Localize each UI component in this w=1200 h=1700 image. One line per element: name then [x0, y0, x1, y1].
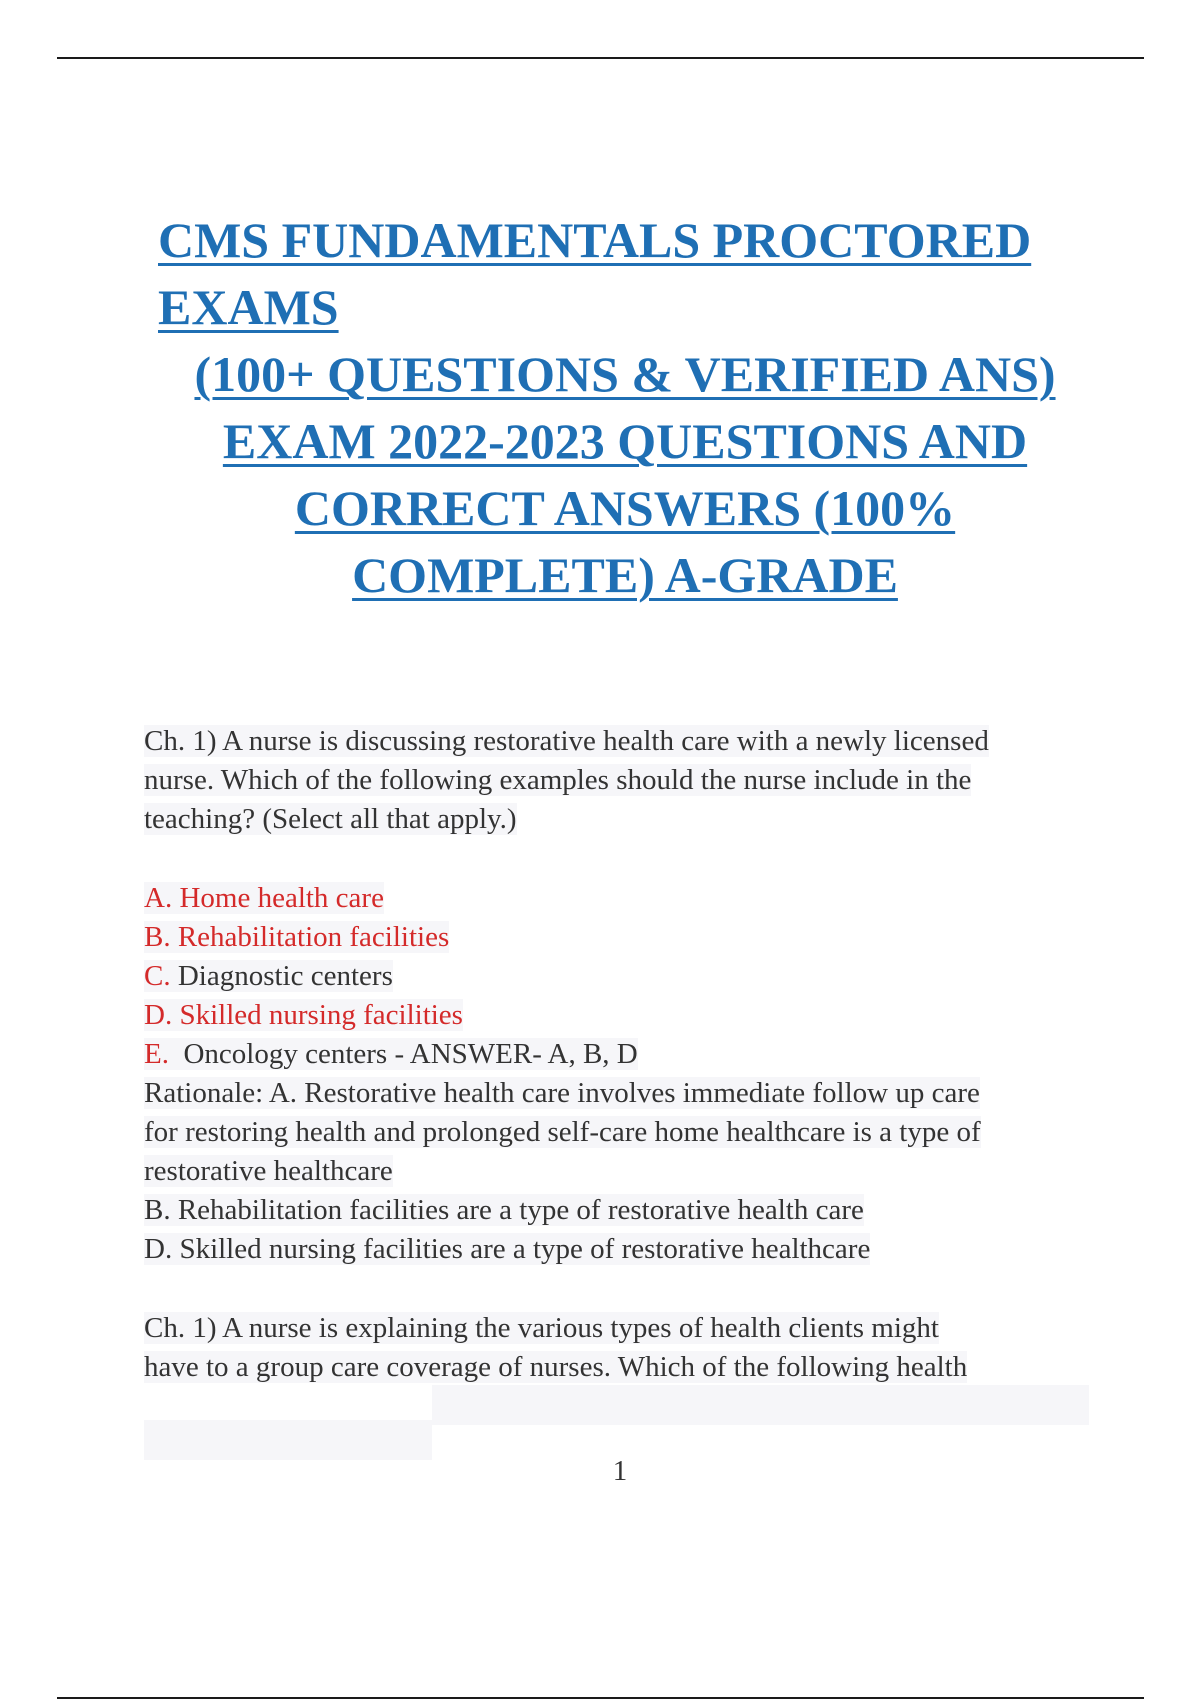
option-b: B. Rehabilitation facilities — [144, 921, 450, 953]
title-line-3: (100+ QUESTIONS & VERIFIED ANS) — [194, 346, 1056, 402]
top-rule — [57, 57, 1144, 59]
rationale-line: restorative healthcare — [144, 1155, 393, 1187]
title-line-1: CMS FUNDAMENTALS PROCTORED — [158, 212, 1032, 268]
question-1-stem — [144, 722, 1094, 839]
stem-line: Ch. 1) A nurse is discussing restorative health care with a newly licensed — [144, 725, 989, 757]
option-d: D. Skilled nursing facilities — [144, 999, 463, 1031]
question-1-options — [144, 879, 1094, 1074]
rationale-line: for restoring health and prolonged self-care home healthcare is a type of — [144, 1116, 981, 1148]
stem-line: have to a group care coverage of nurses. Which of the following health — [144, 1351, 968, 1383]
bottom-rule — [57, 1697, 1144, 1699]
rationale-line: Rationale: A. Restorative health care involves immediate follow up care — [144, 1077, 980, 1109]
shade-block — [432, 1385, 1089, 1425]
rationale-line: B. Rehabilitation facilities are a type of restorative health care — [144, 1194, 864, 1226]
rationale-line: D. Skilled nursing facilities are a type of restorative healthcare — [144, 1233, 871, 1265]
title-line-4: EXAM 2022-2023 QUESTIONS AND — [222, 413, 1028, 469]
question-content — [144, 722, 1094, 1387]
title-line-2: EXAMS — [158, 279, 339, 335]
document-title — [150, 207, 1100, 609]
option-e: E. Oncology centers - ANSWER- A, B, D — [144, 1038, 638, 1070]
page-number: 1 — [612, 1455, 628, 1487]
stem-line: nurse. Which of the following examples should the nurse include in the — [144, 764, 972, 796]
shade-block — [144, 1420, 432, 1460]
question-2-stem — [144, 1309, 1094, 1387]
option-a: A. Home health care — [144, 882, 384, 914]
title-line-5: CORRECT ANSWERS (100% — [294, 480, 956, 536]
title-line-6: COMPLETE) A-GRADE — [352, 547, 898, 603]
question-1-rationale — [144, 1074, 1094, 1269]
option-c: C. Diagnostic centers — [144, 960, 393, 992]
stem-line: Ch. 1) A nurse is explaining the various types of health clients might — [144, 1312, 939, 1344]
stem-line: teaching? (Select all that apply.) — [144, 803, 517, 835]
